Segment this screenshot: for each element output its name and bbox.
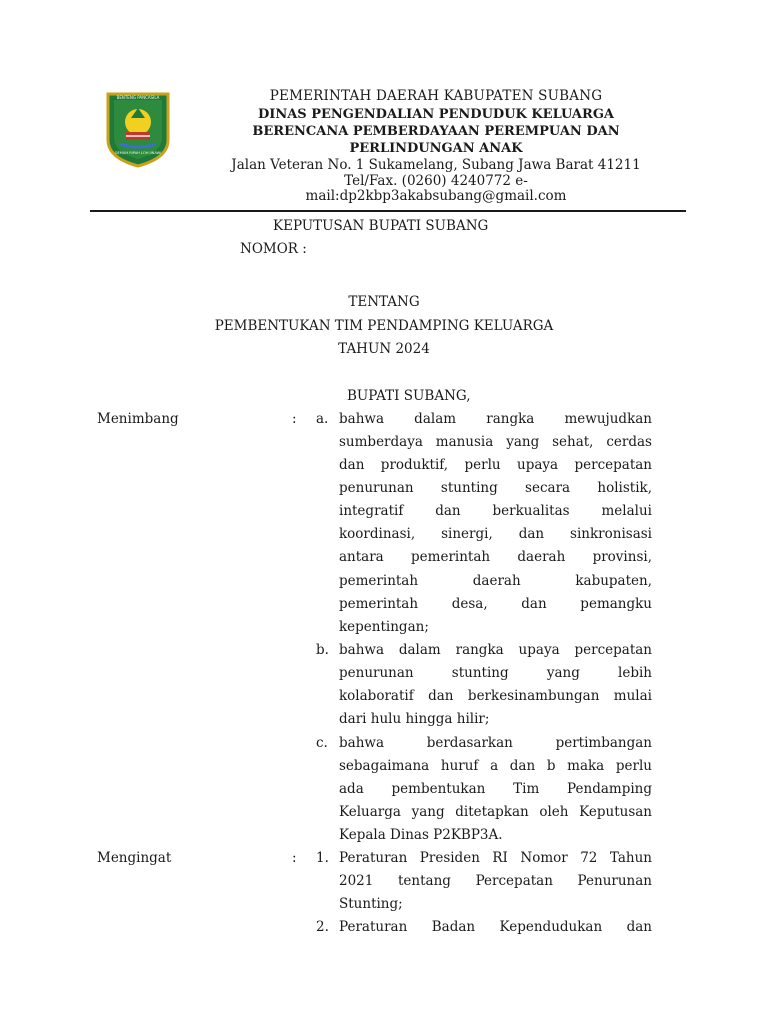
letterhead-telfax: Tel/Fax. (0260) 4240772 e- bbox=[344, 173, 528, 189]
point-a-line: kepentingan; bbox=[339, 619, 429, 635]
letterhead-address: Jalan Veteran No. 1 Sukamelang, Subang Jawa Barat 41211 bbox=[231, 157, 641, 173]
point-c-line: bahwa berdasarkan pertimbangan bbox=[339, 735, 652, 751]
letterhead-email: mail:dp2kbp3akabsubang@gmail.com bbox=[305, 188, 567, 204]
point-a-line: antara pemerintah daerah provinsi, bbox=[339, 549, 652, 565]
point-a-marker: a. bbox=[316, 411, 329, 427]
point-a-line: pemerintah daerah kabupaten, bbox=[339, 573, 652, 589]
letterhead-agency-line1: DINAS PENGENDALIAN PENDUDUK KELUARGA bbox=[257, 107, 615, 122]
letterhead-divider bbox=[90, 210, 686, 212]
point-1-line: 2021 tentang Percepatan Penurunan bbox=[339, 873, 652, 889]
point-2-marker: 2. bbox=[316, 919, 329, 935]
letterhead-agency-line2: BERENCANA PEMBERDAYAAN PEREMPUAN DAN bbox=[252, 124, 620, 139]
point-b-line: dari hulu hingga hilir; bbox=[339, 711, 490, 727]
point-a-line: penurunan stunting secara holistik, bbox=[339, 480, 652, 496]
point-1-line: Stunting; bbox=[339, 896, 403, 912]
point-1-line: Peraturan Presiden RI Nomor 72 Tahun bbox=[339, 850, 652, 866]
point-c-marker: c. bbox=[316, 735, 328, 751]
letterhead-agency-line3: PERLINDUNGAN ANAK bbox=[349, 141, 523, 156]
point-c-line: Keluarga yang ditetapkan oleh Keputusan bbox=[339, 804, 652, 820]
point-c-line: ada pembentukan Tim Pendamping bbox=[339, 781, 652, 797]
menimbang-label: Menimbang bbox=[97, 411, 179, 427]
point-b-line: bahwa dalam rangka upaya percepatan bbox=[339, 642, 652, 658]
svg-text:BENTENG PANCASILA: BENTENG PANCASILA bbox=[116, 95, 160, 100]
point-b-line: penurunan stunting yang lebih bbox=[339, 665, 652, 681]
point-a-line: dan produktif, perlu upaya percepatan bbox=[339, 457, 652, 473]
point-b-marker: b. bbox=[316, 642, 329, 658]
point-a-line: pemerintah desa, dan pemangku bbox=[339, 596, 652, 612]
point-b-line: kolaboratif dan berkesinambungan mulai bbox=[339, 688, 652, 704]
tentang-heading: TENTANG bbox=[348, 294, 420, 310]
decree-subject: PEMBENTUKAN TIM PENDAMPING KELUARGA bbox=[214, 318, 554, 334]
mengingat-colon: : bbox=[292, 850, 297, 866]
letterhead-government: PEMERINTAH DAERAH KABUPATEN SUBANG bbox=[269, 88, 603, 104]
point-c-line: Kepala Dinas P2KBP3A. bbox=[339, 827, 503, 843]
point-2-line: Peraturan Badan Kependudukan dan bbox=[339, 919, 652, 935]
mengingat-label: Mengingat bbox=[97, 850, 172, 866]
point-a-line: integratif dan berkualitas melalui bbox=[339, 503, 652, 519]
decree-year: TAHUN 2024 bbox=[338, 341, 430, 357]
svg-text:GEMAH RIPAH LOH JINAWI: GEMAH RIPAH LOH JINAWI bbox=[114, 151, 162, 155]
menimbang-colon: : bbox=[292, 411, 297, 427]
decree-heading: KEPUTUSAN BUPATI SUBANG bbox=[273, 218, 489, 234]
point-1-marker: 1. bbox=[316, 850, 329, 866]
bupati-heading: BUPATI SUBANG, bbox=[347, 388, 471, 404]
point-a-line: koordinasi, sinergi, dan sinkronisasi bbox=[339, 526, 652, 542]
point-c-line: sebagaimana huruf a dan b maka perlu bbox=[339, 758, 652, 774]
subang-crest-logo bbox=[104, 90, 172, 168]
point-a-line: sumberdaya manusia yang sehat, cerdas bbox=[339, 434, 652, 450]
decree-number: NOMOR : bbox=[240, 241, 307, 257]
point-a-line: bahwa dalam rangka mewujudkan bbox=[339, 411, 652, 427]
